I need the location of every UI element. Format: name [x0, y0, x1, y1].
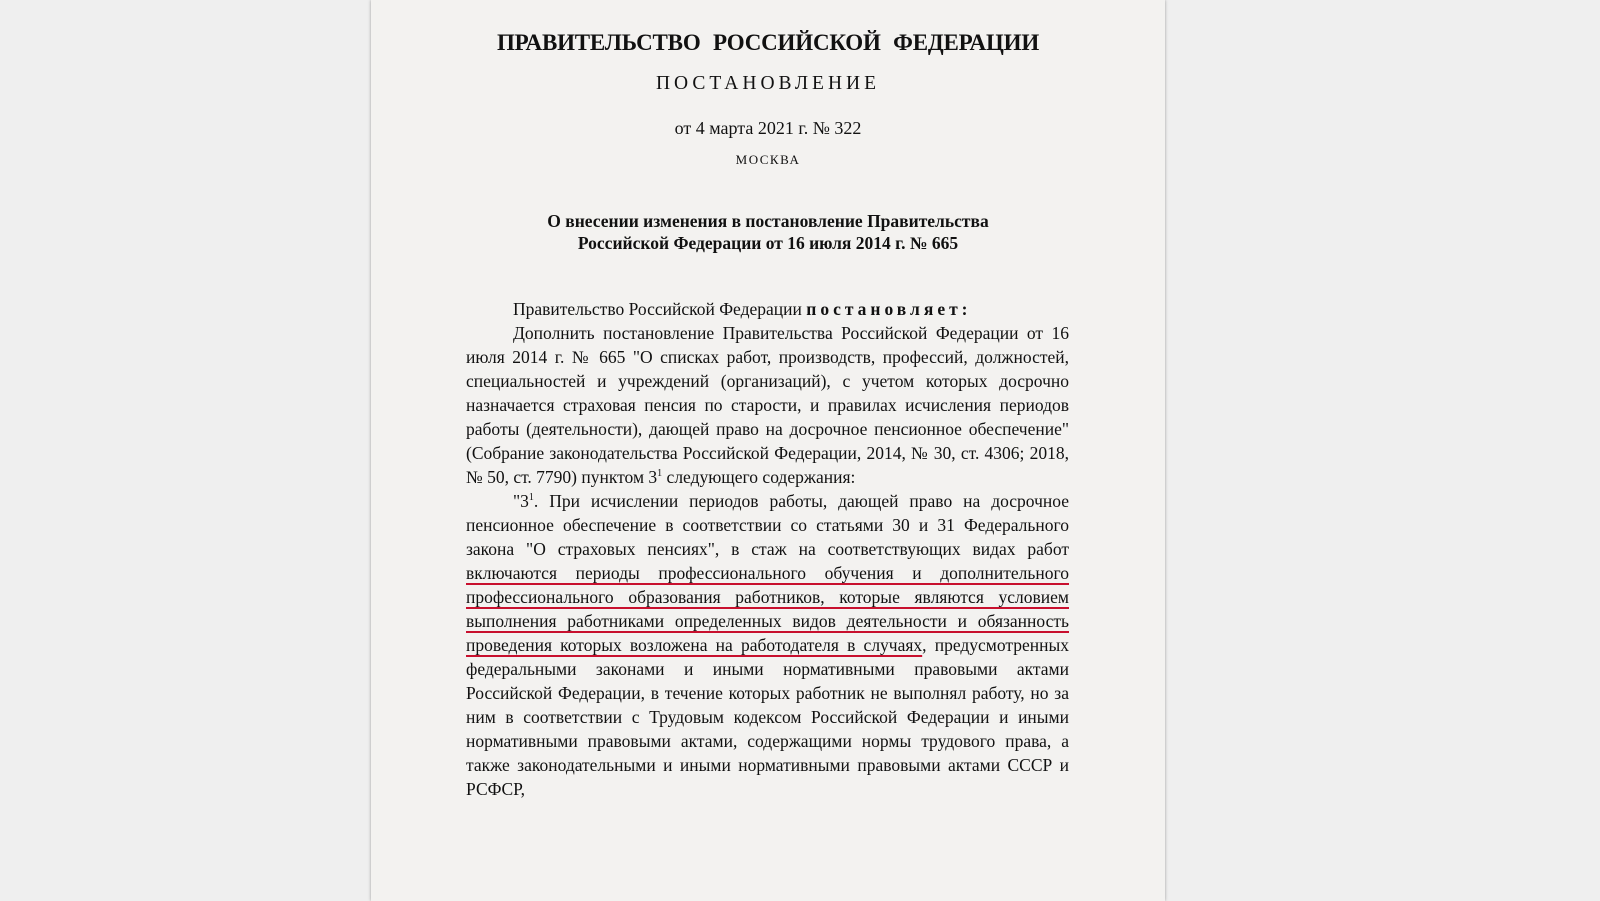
title-line-1: О внесении изменения в постановление Правительства	[547, 211, 989, 231]
paragraph-2-superscript: 1	[528, 492, 534, 503]
document-page	[371, 0, 1165, 901]
intro-verb: постановляет:	[806, 299, 972, 319]
paragraph-1-superscript: 1	[657, 468, 663, 479]
document-type: ПОСТАНОВЛЕНИЕ	[655, 73, 881, 94]
title-line-2: Российской Федерации от 16 июля 2014 г. № 665	[577, 233, 959, 253]
government-heading: ПРАВИТЕЛЬСТВО РОССИЙСКОЙ ФЕДЕРАЦИИ	[496, 30, 1040, 55]
paragraph-2-tail: , предусмотренных федеральными законами и иными нормативными правовыми актами Российской Федерации, в течение которых работник не выполнял работу, но за ним в соответствии с Трудовым кодексом Российской Федерации и иными нормативными правовыми актами, содержащими нормы трудового права, а также законодательными и иными нормативными правовыми актами СССР и РСФСР,	[466, 635, 1069, 799]
document-title	[371, 210, 1165, 254]
document-body	[466, 297, 1069, 801]
paragraph-2-text: . При исчислении периодов работы, дающей право на досрочное пенсионное обеспечение в соответствии со статьями 30 и 31 Федерального закона "О страховых пенсиях", в стаж на соответствующих видах работ	[466, 491, 1069, 559]
city: МОСКВА	[735, 152, 801, 167]
paragraph-2-open: "3	[513, 491, 529, 511]
date-and-number: от 4 марта 2021 г. № 322	[674, 118, 862, 138]
intro-paragraph	[466, 297, 1069, 321]
intro-prefix: Правительство Российской Федерации	[513, 299, 807, 319]
paragraph-2	[466, 489, 1069, 801]
paragraph-1	[466, 321, 1069, 489]
highlighted-passage: включаются периоды профессионального обучения и дополнительного профессионального образования работников, которые являются условием выполнения работниками определенных видов деятельности и обязанность проведения которых возложена на работодателя в случаях	[466, 563, 1069, 655]
paragraph-1-tail: следующего содержания:	[662, 467, 856, 487]
paragraph-1-text: Дополнить постановление Правительства Российской Федерации от 16 июля 2014 г. № 665 "О списках работ, производств, профессий, должностей, специальностей и учреждений (организаций), с учетом которых досрочно назначается страховая пенсия по старости, и правилах исчисления периодов работы (деятельности), дающей право на досрочное пенсионное обеспечение" (Собрание законодательства Российской Федерации, 2014, № 30, ст. 4306; 2018, № 50, ст. 7790) пунктом 3	[466, 323, 1069, 487]
